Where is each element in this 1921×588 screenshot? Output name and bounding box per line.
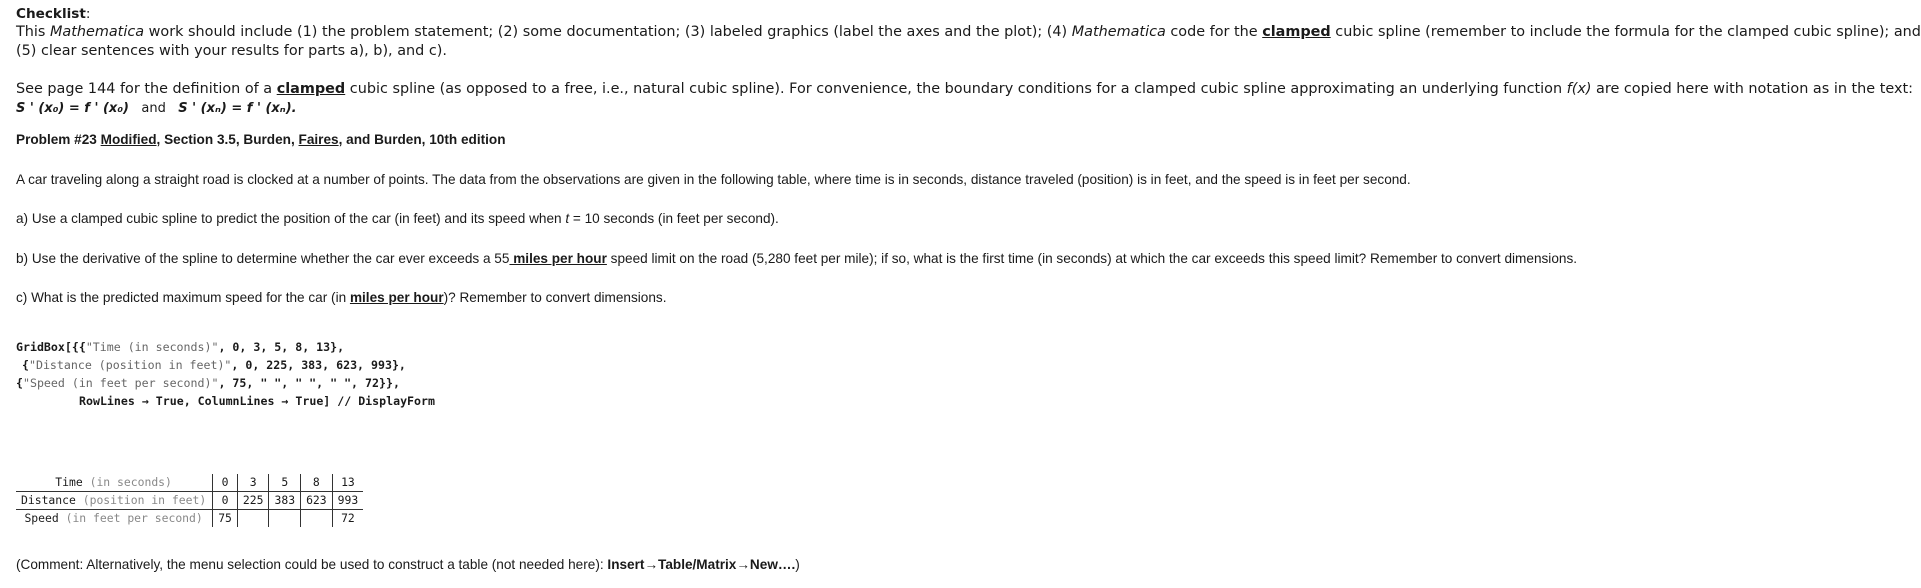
table-cell: 0	[213, 474, 238, 492]
part-a: a) Use a clamped cubic spline to predict the position of the car (in feet) and its speed when t = 10 seconds (in feet per second).	[16, 211, 779, 226]
part-b: b) Use the derivative of the spline to determine whether the car ever exceeds a 55 miles per hour speed limit on the road (5,280 feet per mile); if so, what is the first time (in seconds) at which the car exceeds this speed limit? Remember to convert dimensions.	[16, 251, 1578, 266]
table-row	[16, 510, 363, 528]
table-cell	[237, 510, 269, 528]
definition-line: See page 144 for the definition of a clamped cubic spline (as opposed to a free, i.e., natural cubic spline). For convenience, the boundary conditions for a clamped cubic spline approximating an underlying function f(x) are copied here with notation as in the text:	[16, 81, 1913, 97]
row-label: Speed (in feet per second)	[16, 510, 213, 528]
table-cell: 383	[269, 492, 301, 510]
comment-line: (Comment: Alternatively, the menu selection could be used to construct a table (not needed here): Insert→Table/Matrix→New….)	[16, 557, 800, 572]
table-cell	[269, 510, 301, 528]
checklist-line-1: This Mathematica work should include (1) the problem statement; (2) some documentation; (3) labeled graphics (label the axes and the plot); (4) Mathematica code for the clamped cubic spline (remember to include the formula for the clamped cubic spline); and	[16, 24, 1921, 40]
menu-path: Insert→Table/Matrix→New….	[607, 557, 796, 572]
part-c: c) What is the predicted maximum speed for the car (in miles per hour)? Remember to convert dimensions.	[16, 290, 667, 305]
boundary-condition-right: S ' (xₙ) = f ' (xₙ).	[178, 101, 297, 116]
table-cell: 225	[237, 492, 269, 510]
table-cell: 72	[332, 510, 363, 528]
table-cell: 75	[213, 510, 238, 528]
table-cell: 993	[332, 492, 363, 510]
data-table-output	[16, 474, 363, 527]
table-cell: 623	[301, 492, 333, 510]
boundary-conditions: S ' (x₀) = f ' (x₀) and S ' (xₙ) = f ' (xₙ).	[16, 101, 297, 116]
code-line-2[interactable]: {"Distance (position in feet)", 0, 225, 383, 623, 993},	[22, 358, 406, 372]
table-cell: 13	[332, 474, 363, 492]
row-label: Time (in seconds)	[55, 475, 172, 489]
table-cell: 0	[213, 492, 238, 510]
table-cell: 3	[237, 474, 269, 492]
table-row	[16, 492, 363, 510]
table-cell	[301, 510, 333, 528]
table-row	[16, 474, 363, 492]
problem-title: Problem #23 Modified, Section 3.5, Burden, Faires, and Burden, 10th edition	[16, 132, 506, 147]
code-line-4[interactable]: RowLines → True, ColumnLines → True] // DisplayForm	[79, 394, 435, 408]
boundary-condition-left: S ' (x₀) = f ' (x₀)	[16, 101, 129, 116]
checklist-line-2: (5) clear sentences with your results for parts a), b), and c).	[16, 43, 447, 59]
table-cell: 8	[301, 474, 333, 492]
checklist-heading: Checklist:	[16, 6, 91, 22]
code-line-3[interactable]: {"Speed (in feet per second)", 75, " ", " ", " ", 72}},	[16, 376, 400, 390]
row-label: Distance (position in feet)	[16, 492, 213, 510]
table-cell: 5	[269, 474, 301, 492]
problem-intro: A car traveling along a straight road is clocked at a number of points. The data from the observations are given in the following table, where time is in seconds, distance traveled (position) is in feet, and the speed is in feet per second.	[16, 172, 1411, 187]
code-line-1[interactable]: GridBox[{{"Time (in seconds)", 0, 3, 5, 8, 13},	[16, 340, 345, 354]
